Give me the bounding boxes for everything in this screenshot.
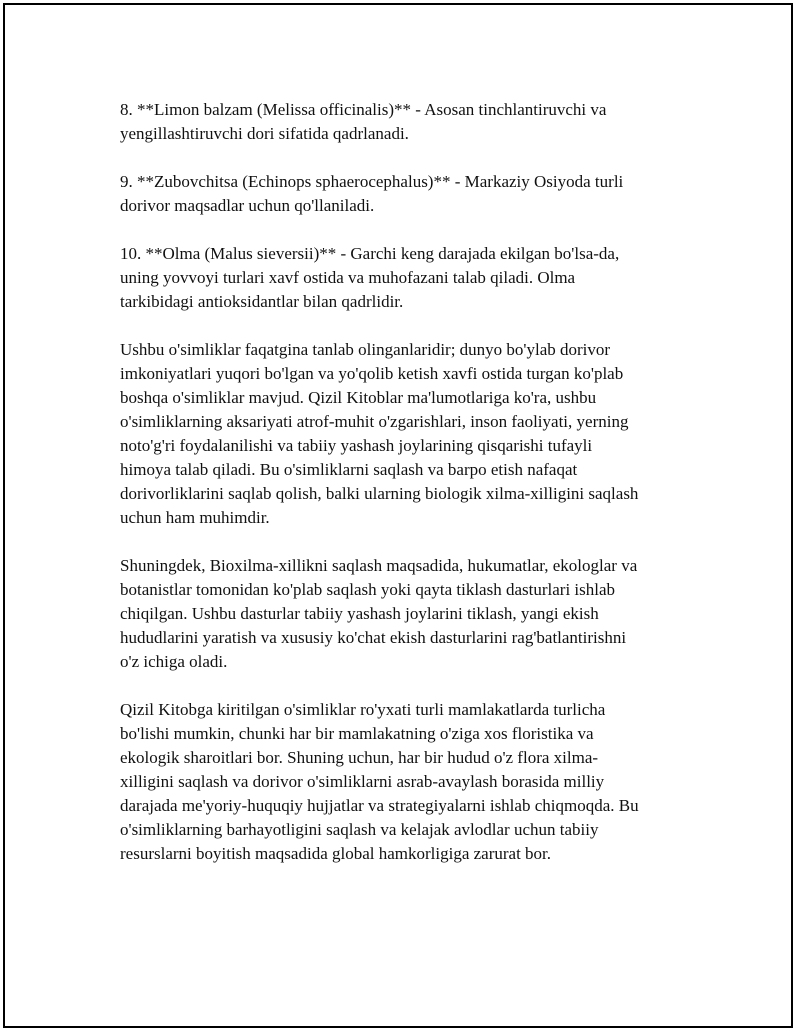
list-item-10: 10. **Olma (Malus sieversii)** - Garchi keng darajada ekilgan bo'lsa-da, uning yovvoyi turlari xavf ostida va muhofazani talab qiladi. Olma tarkibidagi antioksidantlar bilan qadrlidir. [120,244,620,311]
document-body [120,98,710,890]
page-frame [3,3,793,1028]
paragraph-red-book-national: Qizil Kitobga kiritilgan o'simliklar ro'yxati turli mamlakatlarda turlicha bo'lishi mumkin, chunki har bir mamlakatning o'ziga xos floristika va ekologik sharoitlari bor. Shuning uchun, har bir hudud o'z flora xilma- xilligini saqlash va dorivor o'simliklarni asrab-avaylash borasida milliy darajada me'yoriy-huquqiy hujjatlar va strategiyalarni ishlab chiqmoqda. Bu o'simliklarning barhayotligini saqlash va kelajak avlodlar uchun tabiiy resurslarni boyitish maqsadida global hamkorligiga zarurat bor. [120,700,639,863]
paragraph-selection-note: Ushbu o'simliklar faqatgina tanlab olinganlaridir; dunyo bo'ylab dorivor imkoniyatlari yuqori bo'lgan va yo'qolib ketish xavfi ostida turgan ko'plab boshqa o'simliklar mavjud. Qizil Kitoblar ma'lumotlariga ko'ra, ushbu o'simliklarning aksariyati atrof-muhit o'zgarishlari, inson faoliyati, yerning noto'g'ri foydalanilishi va tabiiy yashash joylarining qisqarishi tufayli himoya talab qiladi. Bu o'simliklarni saqlash va barpo etish nafaqat dorivorliklarini saqlab qolish, balki ularning biologik xilma-xilligini saqlash uchun ham muhimdir. [120,340,639,527]
list-item-9: 9. **Zubovchitsa (Echinops sphaerocephalus)** - Markaziy Osiyoda turli dorivor maqsadlar uchun qo'llaniladi. [120,172,624,215]
paragraph-conservation-programs: Shuningdek, Bioxilma-xillikni saqlash maqsadida, hukumatlar, ekologlar va botanistlar tomonidan ko'plab saqlash yoki qayta tiklash dasturlari ishlab chiqilgan. Ushbu dasturlar tabiiy yashash joylarini tiklash, yangi ekish hududlarini yaratish va xususiy ko'chat ekish dasturlarini rag'batlantirishni o'z ichiga oladi. [120,556,638,671]
list-item-8: 8. **Limon balzam (Melissa officinalis)** - Asosan tinchlantiruvchi va yengillashtiruvchi dori sifatida qadrlanadi. [120,100,607,143]
